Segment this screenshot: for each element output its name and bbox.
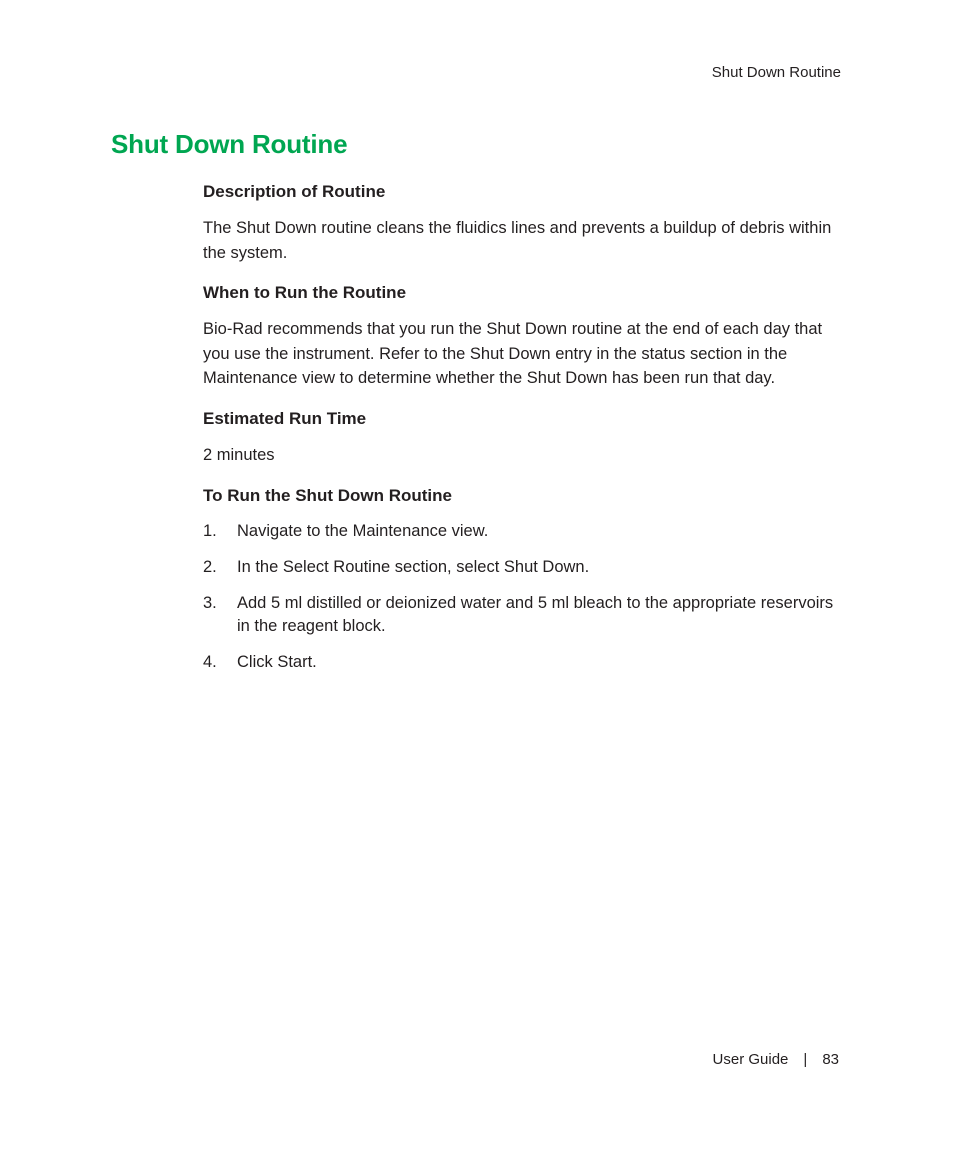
step-number: 4. [203, 653, 217, 672]
content [203, 181, 839, 692]
section-run-time [203, 408, 839, 468]
procedure-step [203, 520, 839, 544]
step-text: Navigate to the Maintenance view. [237, 521, 489, 540]
section-heading: Estimated Run Time [203, 408, 367, 428]
footer-separator: | [803, 1051, 808, 1068]
step-number: 2. [203, 557, 217, 576]
page-number: 83 [822, 1051, 839, 1068]
page-footer [713, 1051, 839, 1069]
step-text: In the Select Routine section, select Shut Down. [237, 557, 590, 576]
section-when-to-run [203, 282, 839, 391]
step-number: 1. [203, 521, 217, 540]
section-procedure [203, 485, 839, 675]
step-text: Add 5 ml distilled or deionized water and 5 ml bleach to the appropriate reservoirs in the reagent block. [237, 593, 834, 636]
section-heading: When to Run the Routine [203, 283, 407, 303]
section-description [203, 181, 839, 265]
footer-guide-label: User Guide [712, 1051, 789, 1068]
procedure-step [203, 651, 839, 675]
running-header: Shut Down Routine [711, 64, 841, 81]
section-text: The Shut Down routine cleans the fluidics lines and prevents a buildup of debris within the system. [203, 219, 832, 262]
section-text: 2 minutes [203, 445, 275, 464]
section-text: Bio-Rad recommends that you run the Shut Down routine at the end of each day that you use the instrument. Refer to the Shut Down entry in the status section in the Maintenance view to determine whether the Shut Down has been run that day. [203, 320, 823, 388]
procedure-step [203, 556, 839, 580]
procedure-steps [203, 520, 839, 675]
step-text: Click Start. [237, 653, 317, 672]
page-title: Shut Down Routine [111, 129, 348, 159]
procedure-heading: To Run the Shut Down Routine [203, 485, 452, 505]
procedure-step [203, 592, 839, 639]
step-number: 3. [203, 593, 217, 612]
section-heading: Description of Routine [203, 182, 386, 201]
